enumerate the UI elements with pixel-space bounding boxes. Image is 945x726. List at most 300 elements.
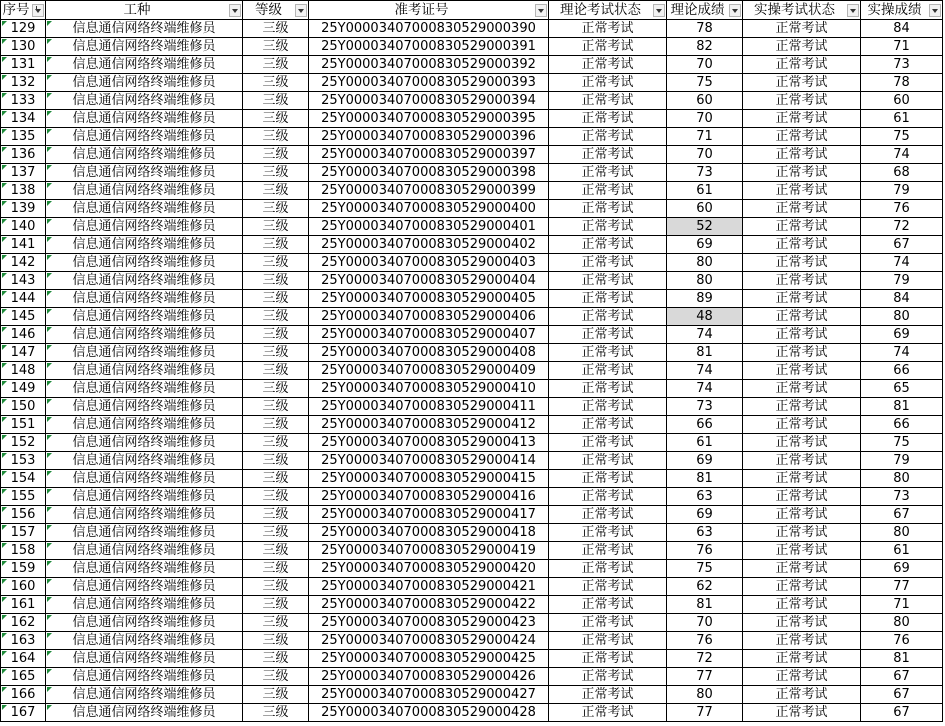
cell-theory-score[interactable]: 60 (667, 92, 743, 110)
cell-practical-score[interactable]: 67 (861, 704, 943, 722)
cell-trade[interactable]: 信息通信网络终端维修员 (46, 668, 243, 686)
cell-no[interactable] (0, 236, 46, 254)
cell-theory-status[interactable]: 正常考试 (549, 254, 667, 272)
cell-level[interactable]: 三级 (243, 578, 309, 596)
cell-practical-status[interactable]: 正常考试 (743, 470, 861, 488)
cell-theory-status[interactable]: 正常考试 (549, 668, 667, 686)
cell-theory-status[interactable]: 正常考试 (549, 596, 667, 614)
cell-practical-status[interactable]: 正常考试 (743, 164, 861, 182)
cell-practical-status[interactable]: 正常考试 (743, 20, 861, 38)
cell-level[interactable]: 三级 (243, 380, 309, 398)
cell-ticket[interactable]: 25Y00003407000830529000415 (309, 470, 549, 488)
cell-practical-status[interactable]: 正常考试 (743, 398, 861, 416)
cell-trade[interactable]: 信息通信网络终端维修员 (46, 398, 243, 416)
cell-no[interactable] (0, 488, 46, 506)
cell-practical-status[interactable]: 正常考试 (743, 452, 861, 470)
cell-level[interactable]: 三级 (243, 254, 309, 272)
cell-theory-score[interactable]: 75 (667, 74, 743, 92)
cell-practical-status[interactable]: 正常考试 (743, 128, 861, 146)
cell-ticket[interactable]: 25Y00003407000830529000419 (309, 542, 549, 560)
cell-trade[interactable]: 信息通信网络终端维修员 (46, 686, 243, 704)
cell-practical-score[interactable]: 79 (861, 272, 943, 290)
cell-practical-score[interactable]: 81 (861, 398, 943, 416)
cell-theory-score[interactable]: 70 (667, 56, 743, 74)
cell-practical-status[interactable]: 正常考试 (743, 182, 861, 200)
cell-ticket[interactable]: 25Y00003407000830529000402 (309, 236, 549, 254)
cell-theory-status[interactable]: 正常考试 (549, 524, 667, 542)
cell-level[interactable]: 三级 (243, 506, 309, 524)
filter-dropdown-icon[interactable] (729, 4, 741, 17)
cell-theory-score[interactable]: 73 (667, 164, 743, 182)
filter-dropdown-icon[interactable] (847, 4, 859, 17)
cell-practical-status[interactable]: 正常考试 (743, 542, 861, 560)
cell-theory-status[interactable]: 正常考试 (549, 182, 667, 200)
cell-trade[interactable]: 信息通信网络终端维修员 (46, 488, 243, 506)
cell-trade[interactable]: 信息通信网络终端维修员 (46, 290, 243, 308)
cell-theory-score[interactable]: 70 (667, 146, 743, 164)
cell-no[interactable] (0, 434, 46, 452)
cell-theory-status[interactable]: 正常考试 (549, 56, 667, 74)
cell-level[interactable]: 三级 (243, 362, 309, 380)
cell-trade[interactable]: 信息通信网络终端维修员 (46, 56, 243, 74)
cell-trade[interactable]: 信息通信网络终端维修员 (46, 704, 243, 722)
cell-theory-status[interactable]: 正常考试 (549, 290, 667, 308)
cell-level[interactable]: 三级 (243, 398, 309, 416)
cell-practical-score[interactable]: 80 (861, 524, 943, 542)
cell-practical-score[interactable]: 74 (861, 146, 943, 164)
filter-dropdown-icon[interactable] (929, 4, 941, 17)
cell-no[interactable] (0, 110, 46, 128)
cell-ticket[interactable]: 25Y00003407000830529000411 (309, 398, 549, 416)
cell-trade[interactable]: 信息通信网络终端维修员 (46, 164, 243, 182)
cell-theory-score[interactable]: 76 (667, 542, 743, 560)
cell-theory-status[interactable]: 正常考试 (549, 470, 667, 488)
cell-practical-score[interactable]: 84 (861, 20, 943, 38)
cell-practical-score[interactable]: 76 (861, 200, 943, 218)
cell-practical-status[interactable]: 正常考试 (743, 308, 861, 326)
cell-practical-score[interactable]: 80 (861, 308, 943, 326)
cell-practical-score[interactable]: 66 (861, 416, 943, 434)
cell-practical-score[interactable]: 75 (861, 434, 943, 452)
cell-practical-status[interactable]: 正常考试 (743, 380, 861, 398)
cell-ticket[interactable]: 25Y00003407000830529000407 (309, 326, 549, 344)
cell-practical-score[interactable]: 75 (861, 128, 943, 146)
cell-no[interactable] (0, 362, 46, 380)
column-header-level[interactable] (243, 0, 309, 20)
cell-trade[interactable]: 信息通信网络终端维修员 (46, 38, 243, 56)
column-header-practical-status[interactable] (743, 0, 861, 20)
cell-trade[interactable]: 信息通信网络终端维修员 (46, 344, 243, 362)
cell-trade[interactable]: 信息通信网络终端维修员 (46, 254, 243, 272)
cell-level[interactable]: 三级 (243, 56, 309, 74)
cell-theory-status[interactable]: 正常考试 (549, 218, 667, 236)
cell-no[interactable] (0, 74, 46, 92)
cell-level[interactable]: 三级 (243, 344, 309, 362)
cell-theory-status[interactable]: 正常考试 (549, 308, 667, 326)
cell-theory-status[interactable]: 正常考试 (549, 542, 667, 560)
cell-no[interactable] (0, 398, 46, 416)
cell-theory-score[interactable]: 72 (667, 650, 743, 668)
cell-ticket[interactable]: 25Y00003407000830529000422 (309, 596, 549, 614)
cell-practical-status[interactable]: 正常考试 (743, 650, 861, 668)
filter-dropdown-icon[interactable] (653, 4, 665, 17)
cell-no[interactable] (0, 632, 46, 650)
cell-level[interactable]: 三级 (243, 92, 309, 110)
column-header-ticket[interactable] (309, 0, 549, 20)
cell-level[interactable]: 三级 (243, 272, 309, 290)
cell-theory-score[interactable]: 66 (667, 416, 743, 434)
cell-practical-status[interactable]: 正常考试 (743, 290, 861, 308)
cell-practical-status[interactable]: 正常考试 (743, 416, 861, 434)
cell-trade[interactable]: 信息通信网络终端维修员 (46, 524, 243, 542)
cell-trade[interactable]: 信息通信网络终端维修员 (46, 560, 243, 578)
cell-level[interactable]: 三级 (243, 110, 309, 128)
cell-practical-status[interactable]: 正常考试 (743, 272, 861, 290)
cell-practical-score[interactable]: 71 (861, 596, 943, 614)
cell-level[interactable]: 三级 (243, 596, 309, 614)
cell-level[interactable]: 三级 (243, 38, 309, 56)
cell-practical-score[interactable]: 69 (861, 326, 943, 344)
cell-ticket[interactable]: 25Y00003407000830529000406 (309, 308, 549, 326)
cell-practical-score[interactable]: 61 (861, 110, 943, 128)
cell-no[interactable] (0, 254, 46, 272)
cell-no[interactable] (0, 416, 46, 434)
cell-trade[interactable]: 信息通信网络终端维修员 (46, 218, 243, 236)
cell-theory-status[interactable]: 正常考试 (549, 146, 667, 164)
cell-no[interactable] (0, 578, 46, 596)
cell-practical-status[interactable]: 正常考试 (743, 632, 861, 650)
cell-no[interactable] (0, 668, 46, 686)
cell-no[interactable] (0, 650, 46, 668)
cell-theory-status[interactable]: 正常考试 (549, 650, 667, 668)
cell-theory-score[interactable]: 80 (667, 272, 743, 290)
cell-practical-status[interactable]: 正常考试 (743, 110, 861, 128)
cell-theory-status[interactable]: 正常考试 (549, 20, 667, 38)
cell-practical-score[interactable]: 74 (861, 254, 943, 272)
cell-ticket[interactable]: 25Y00003407000830529000390 (309, 20, 549, 38)
cell-ticket[interactable]: 25Y00003407000830529000428 (309, 704, 549, 722)
cell-ticket[interactable]: 25Y00003407000830529000425 (309, 650, 549, 668)
cell-level[interactable]: 三级 (243, 452, 309, 470)
cell-practical-status[interactable]: 正常考试 (743, 74, 861, 92)
cell-theory-score[interactable]: 48 (667, 308, 743, 326)
cell-practical-status[interactable]: 正常考试 (743, 704, 861, 722)
cell-theory-score[interactable]: 69 (667, 236, 743, 254)
cell-theory-status[interactable]: 正常考试 (549, 164, 667, 182)
cell-ticket[interactable]: 25Y00003407000830529000391 (309, 38, 549, 56)
cell-theory-status[interactable]: 正常考试 (549, 236, 667, 254)
cell-theory-score[interactable]: 52 (667, 218, 743, 236)
cell-trade[interactable]: 信息通信网络终端维修员 (46, 578, 243, 596)
cell-theory-score[interactable]: 61 (667, 434, 743, 452)
cell-ticket[interactable]: 25Y00003407000830529000412 (309, 416, 549, 434)
cell-trade[interactable]: 信息通信网络终端维修员 (46, 416, 243, 434)
cell-theory-status[interactable]: 正常考试 (549, 560, 667, 578)
cell-trade[interactable]: 信息通信网络终端维修员 (46, 596, 243, 614)
cell-no[interactable] (0, 92, 46, 110)
cell-trade[interactable]: 信息通信网络终端维修员 (46, 308, 243, 326)
cell-theory-status[interactable]: 正常考试 (549, 506, 667, 524)
cell-theory-status[interactable]: 正常考试 (549, 434, 667, 452)
cell-level[interactable]: 三级 (243, 236, 309, 254)
cell-theory-status[interactable]: 正常考试 (549, 362, 667, 380)
cell-theory-status[interactable]: 正常考试 (549, 200, 667, 218)
cell-ticket[interactable]: 25Y00003407000830529000403 (309, 254, 549, 272)
cell-theory-status[interactable]: 正常考试 (549, 578, 667, 596)
cell-level[interactable]: 三级 (243, 704, 309, 722)
column-header-no[interactable] (0, 0, 46, 20)
cell-level[interactable]: 三级 (243, 182, 309, 200)
cell-trade[interactable]: 信息通信网络终端维修员 (46, 20, 243, 38)
cell-theory-status[interactable]: 正常考试 (549, 92, 667, 110)
cell-theory-status[interactable]: 正常考试 (549, 344, 667, 362)
cell-level[interactable]: 三级 (243, 20, 309, 38)
cell-practical-status[interactable]: 正常考试 (743, 578, 861, 596)
cell-practical-score[interactable]: 72 (861, 218, 943, 236)
cell-theory-status[interactable]: 正常考试 (549, 326, 667, 344)
cell-theory-score[interactable]: 62 (667, 578, 743, 596)
cell-ticket[interactable]: 25Y00003407000830529000404 (309, 272, 549, 290)
cell-ticket[interactable]: 25Y00003407000830529000421 (309, 578, 549, 596)
cell-level[interactable]: 三级 (243, 434, 309, 452)
cell-level[interactable]: 三级 (243, 632, 309, 650)
cell-level[interactable]: 三级 (243, 488, 309, 506)
cell-theory-score[interactable]: 69 (667, 506, 743, 524)
cell-trade[interactable]: 信息通信网络终端维修员 (46, 380, 243, 398)
cell-trade[interactable]: 信息通信网络终端维修员 (46, 200, 243, 218)
cell-level[interactable]: 三级 (243, 128, 309, 146)
cell-practical-score[interactable]: 73 (861, 56, 943, 74)
cell-ticket[interactable]: 25Y00003407000830529000395 (309, 110, 549, 128)
cell-practical-status[interactable]: 正常考试 (743, 254, 861, 272)
cell-no[interactable] (0, 200, 46, 218)
cell-trade[interactable]: 信息通信网络终端维修员 (46, 146, 243, 164)
cell-theory-score[interactable]: 73 (667, 398, 743, 416)
cell-level[interactable]: 三级 (243, 614, 309, 632)
cell-trade[interactable]: 信息通信网络终端维修员 (46, 74, 243, 92)
cell-trade[interactable]: 信息通信网络终端维修员 (46, 452, 243, 470)
cell-ticket[interactable]: 25Y00003407000830529000396 (309, 128, 549, 146)
cell-ticket[interactable]: 25Y00003407000830529000397 (309, 146, 549, 164)
cell-level[interactable]: 三级 (243, 326, 309, 344)
cell-theory-status[interactable]: 正常考试 (549, 74, 667, 92)
cell-no[interactable] (0, 326, 46, 344)
cell-ticket[interactable]: 25Y00003407000830529000394 (309, 92, 549, 110)
cell-theory-score[interactable]: 82 (667, 38, 743, 56)
cell-practical-score[interactable]: 80 (861, 614, 943, 632)
cell-practical-score[interactable]: 71 (861, 38, 943, 56)
cell-practical-score[interactable]: 69 (861, 560, 943, 578)
cell-practical-status[interactable]: 正常考试 (743, 524, 861, 542)
cell-ticket[interactable]: 25Y00003407000830529000426 (309, 668, 549, 686)
column-header-practical-score[interactable] (861, 0, 943, 20)
cell-theory-score[interactable]: 63 (667, 524, 743, 542)
cell-theory-score[interactable]: 71 (667, 128, 743, 146)
cell-trade[interactable]: 信息通信网络终端维修员 (46, 182, 243, 200)
cell-theory-status[interactable]: 正常考试 (549, 704, 667, 722)
cell-theory-score[interactable]: 70 (667, 614, 743, 632)
cell-ticket[interactable]: 25Y00003407000830529000393 (309, 74, 549, 92)
cell-theory-status[interactable]: 正常考试 (549, 452, 667, 470)
cell-no[interactable] (0, 164, 46, 182)
cell-ticket[interactable]: 25Y00003407000830529000416 (309, 488, 549, 506)
cell-theory-score[interactable]: 80 (667, 686, 743, 704)
cell-theory-score[interactable]: 63 (667, 488, 743, 506)
cell-no[interactable] (0, 128, 46, 146)
cell-ticket[interactable]: 25Y00003407000830529000414 (309, 452, 549, 470)
cell-theory-score[interactable]: 81 (667, 344, 743, 362)
cell-practical-status[interactable]: 正常考试 (743, 146, 861, 164)
cell-practical-status[interactable]: 正常考试 (743, 488, 861, 506)
cell-ticket[interactable]: 25Y00003407000830529000392 (309, 56, 549, 74)
cell-no[interactable] (0, 308, 46, 326)
cell-ticket[interactable]: 25Y00003407000830529000418 (309, 524, 549, 542)
cell-practical-status[interactable]: 正常考试 (743, 614, 861, 632)
cell-practical-score[interactable]: 67 (861, 668, 943, 686)
cell-practical-score[interactable]: 80 (861, 470, 943, 488)
cell-theory-score[interactable]: 77 (667, 704, 743, 722)
cell-practical-score[interactable]: 76 (861, 632, 943, 650)
cell-practical-score[interactable]: 84 (861, 290, 943, 308)
cell-practical-score[interactable]: 65 (861, 380, 943, 398)
cell-practical-status[interactable]: 正常考试 (743, 686, 861, 704)
cell-level[interactable]: 三级 (243, 218, 309, 236)
cell-practical-score[interactable]: 67 (861, 686, 943, 704)
cell-practical-score[interactable]: 79 (861, 452, 943, 470)
cell-practical-score[interactable]: 78 (861, 74, 943, 92)
cell-practical-score[interactable]: 81 (861, 650, 943, 668)
cell-practical-status[interactable]: 正常考试 (743, 506, 861, 524)
cell-theory-status[interactable]: 正常考试 (549, 38, 667, 56)
cell-theory-status[interactable]: 正常考试 (549, 488, 667, 506)
cell-no[interactable] (0, 542, 46, 560)
cell-trade[interactable]: 信息通信网络终端维修员 (46, 542, 243, 560)
cell-level[interactable]: 三级 (243, 308, 309, 326)
cell-trade[interactable]: 信息通信网络终端维修员 (46, 470, 243, 488)
filter-dropdown-icon[interactable] (535, 4, 547, 17)
cell-level[interactable]: 三级 (243, 524, 309, 542)
cell-no[interactable] (0, 56, 46, 74)
cell-theory-status[interactable]: 正常考试 (549, 686, 667, 704)
cell-level[interactable]: 三级 (243, 164, 309, 182)
cell-theory-status[interactable]: 正常考试 (549, 416, 667, 434)
cell-ticket[interactable]: 25Y00003407000830529000401 (309, 218, 549, 236)
cell-theory-status[interactable]: 正常考试 (549, 128, 667, 146)
cell-ticket[interactable]: 25Y00003407000830529000424 (309, 632, 549, 650)
cell-theory-score[interactable]: 60 (667, 200, 743, 218)
cell-theory-status[interactable]: 正常考试 (549, 380, 667, 398)
cell-practical-status[interactable]: 正常考试 (743, 326, 861, 344)
cell-theory-score[interactable]: 81 (667, 596, 743, 614)
cell-practical-status[interactable]: 正常考试 (743, 560, 861, 578)
filter-dropdown-icon[interactable] (32, 4, 44, 17)
cell-trade[interactable]: 信息通信网络终端维修员 (46, 614, 243, 632)
cell-level[interactable]: 三级 (243, 200, 309, 218)
cell-practical-score[interactable]: 73 (861, 488, 943, 506)
cell-practical-status[interactable]: 正常考试 (743, 38, 861, 56)
cell-trade[interactable]: 信息通信网络终端维修员 (46, 434, 243, 452)
cell-practical-score[interactable]: 66 (861, 362, 943, 380)
cell-no[interactable] (0, 506, 46, 524)
cell-theory-score[interactable]: 74 (667, 380, 743, 398)
cell-trade[interactable]: 信息通信网络终端维修员 (46, 236, 243, 254)
cell-level[interactable]: 三级 (243, 668, 309, 686)
cell-trade[interactable]: 信息通信网络终端维修员 (46, 632, 243, 650)
cell-practical-status[interactable]: 正常考试 (743, 218, 861, 236)
cell-trade[interactable]: 信息通信网络终端维修员 (46, 326, 243, 344)
cell-practical-status[interactable]: 正常考试 (743, 200, 861, 218)
cell-ticket[interactable]: 25Y00003407000830529000409 (309, 362, 549, 380)
cell-theory-score[interactable]: 81 (667, 470, 743, 488)
cell-level[interactable]: 三级 (243, 416, 309, 434)
cell-theory-score[interactable]: 78 (667, 20, 743, 38)
cell-ticket[interactable]: 25Y00003407000830529000400 (309, 200, 549, 218)
cell-level[interactable]: 三级 (243, 650, 309, 668)
cell-level[interactable]: 三级 (243, 470, 309, 488)
cell-no[interactable] (0, 344, 46, 362)
cell-ticket[interactable]: 25Y00003407000830529000398 (309, 164, 549, 182)
cell-theory-score[interactable]: 74 (667, 326, 743, 344)
cell-ticket[interactable]: 25Y00003407000830529000408 (309, 344, 549, 362)
cell-ticket[interactable]: 25Y00003407000830529000413 (309, 434, 549, 452)
cell-theory-score[interactable]: 77 (667, 668, 743, 686)
cell-no[interactable] (0, 596, 46, 614)
cell-trade[interactable]: 信息通信网络终端维修员 (46, 506, 243, 524)
cell-no[interactable] (0, 704, 46, 722)
cell-practical-score[interactable]: 61 (861, 542, 943, 560)
cell-level[interactable]: 三级 (243, 560, 309, 578)
cell-ticket[interactable]: 25Y00003407000830529000405 (309, 290, 549, 308)
cell-ticket[interactable]: 25Y00003407000830529000399 (309, 182, 549, 200)
cell-trade[interactable]: 信息通信网络终端维修员 (46, 128, 243, 146)
cell-theory-status[interactable]: 正常考试 (549, 614, 667, 632)
cell-practical-status[interactable]: 正常考试 (743, 56, 861, 74)
cell-theory-score[interactable]: 89 (667, 290, 743, 308)
cell-practical-status[interactable]: 正常考试 (743, 344, 861, 362)
cell-practical-score[interactable]: 68 (861, 164, 943, 182)
cell-practical-status[interactable]: 正常考试 (743, 236, 861, 254)
filter-dropdown-icon[interactable] (295, 4, 307, 17)
cell-no[interactable] (0, 686, 46, 704)
cell-ticket[interactable]: 25Y00003407000830529000417 (309, 506, 549, 524)
cell-practical-score[interactable]: 79 (861, 182, 943, 200)
cell-ticket[interactable]: 25Y00003407000830529000423 (309, 614, 549, 632)
cell-theory-score[interactable]: 69 (667, 452, 743, 470)
cell-theory-status[interactable]: 正常考试 (549, 110, 667, 128)
cell-ticket[interactable]: 25Y00003407000830529000420 (309, 560, 549, 578)
cell-no[interactable] (0, 146, 46, 164)
cell-practical-score[interactable]: 60 (861, 92, 943, 110)
cell-level[interactable]: 三级 (243, 686, 309, 704)
cell-no[interactable] (0, 38, 46, 56)
cell-theory-score[interactable]: 75 (667, 560, 743, 578)
cell-practical-score[interactable]: 67 (861, 236, 943, 254)
cell-practical-status[interactable]: 正常考试 (743, 92, 861, 110)
cell-no[interactable] (0, 560, 46, 578)
cell-no[interactable] (0, 470, 46, 488)
cell-theory-status[interactable]: 正常考试 (549, 632, 667, 650)
column-header-theory-score[interactable] (667, 0, 743, 20)
cell-level[interactable]: 三级 (243, 146, 309, 164)
column-header-theory-status[interactable] (549, 0, 667, 20)
cell-level[interactable]: 三级 (243, 290, 309, 308)
cell-practical-score[interactable]: 77 (861, 578, 943, 596)
filter-dropdown-icon[interactable] (229, 4, 241, 17)
cell-trade[interactable]: 信息通信网络终端维修员 (46, 650, 243, 668)
cell-trade[interactable]: 信息通信网络终端维修员 (46, 92, 243, 110)
cell-practical-status[interactable]: 正常考试 (743, 362, 861, 380)
cell-ticket[interactable]: 25Y00003407000830529000410 (309, 380, 549, 398)
